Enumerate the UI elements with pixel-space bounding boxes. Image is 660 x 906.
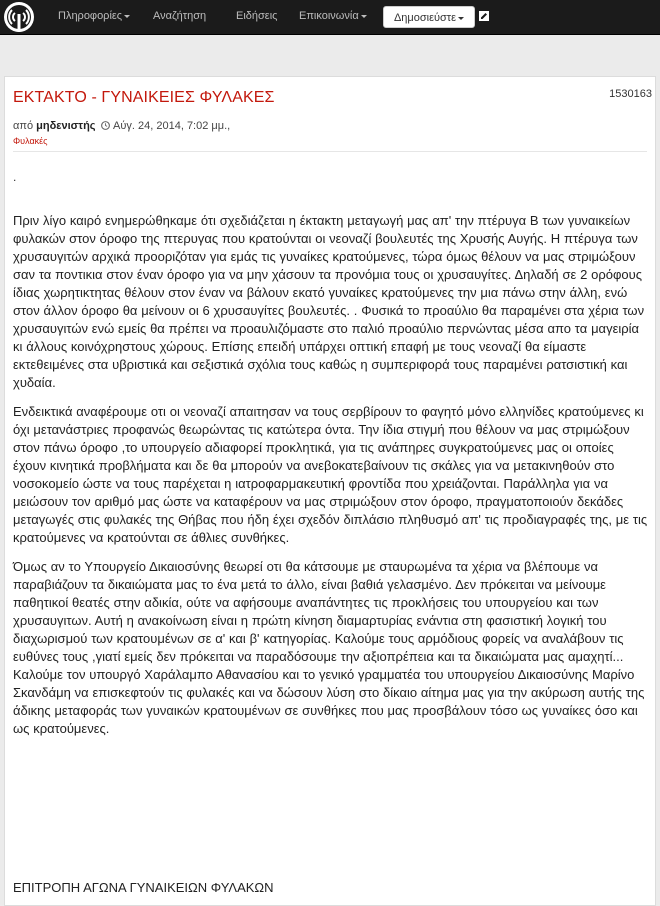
nav-item-label: Αναζήτηση [153, 10, 207, 22]
nav-item-search[interactable] [153, 0, 206, 34]
article-meta [13, 120, 230, 132]
category-link[interactable]: Φυλακές [13, 136, 48, 146]
post-id: 1530163 [609, 88, 652, 100]
lead-dot: . [13, 170, 17, 184]
paragraph: Όμως αν το Υπουργείο Δικαιοσύνης θεωρεί οτι θα κάτσουμε με σταυρωμένα τα χέρια να βλέπουμε να παραβιάζουν τα δικαιώματα μας το ένα μετά το άλλο, είναι βαθιά γελασμένο. Δεν πρόκειται να μείνουμε παθητικοί θεατές στην αδικία, ούτε να αφήσουμε αναπάντητες τις προκλήσεις του υπουργείου και των χρυσαυγιτων. Αυτή η ανακοίνωση είναι η πρώτη κίνηση διαμαρτυρίας ενάντια στη φασιστική λογική του διαχωρισμού των κρατουμένων σε α' και β' κατηγορίας. Καλούμε τους αρμόδιους φορείς να αναλάβουν τις ευθύνες τους ,γιατί εμείς δεν πρόκειται να παραδόσουμε την αξιοπρέπεια και τα δικαιώματα μας αμαχητί... Καλούμε τον υπουργό Χαράλαμπο Αθανασίου και το γενικό γραμματέα του υπουργείου Δικαιοσύνης Μαρίνο Σκανδάμη να επισκεφτούν τις φυλακές και να δώσουν λύση στο δίκαιο αίτημα μας για την ακύρωση αυτής της άδικης μεταφοράς των γυναικών κρατουμένων σε συνθήκες που μας προσβάλουν τόσο ως γυναίκες όσο και ως κρατούμενες. [13, 559, 645, 736]
author-link[interactable]: μηδενιστής [36, 120, 96, 132]
nav-item-label: Ειδήσεις [236, 10, 278, 22]
article-body [13, 212, 649, 749]
nav-item-news[interactable] [236, 0, 277, 34]
clock-icon [101, 121, 110, 130]
post-date: Αύγ. 24, 2014, 7:02 μμ., [113, 120, 231, 132]
nav-item-contact[interactable] [299, 0, 367, 34]
divider [13, 151, 647, 152]
publish-button[interactable] [383, 6, 475, 28]
pencil-edit-icon[interactable] [479, 11, 489, 21]
nav-item-info[interactable] [58, 0, 130, 34]
by-label: από [13, 120, 34, 132]
article-signature: ΕΠΙΤΡΟΠΗ ΑΓΩΝΑ ΓΥΝΑΙΚΕΙΩΝ ΦΥΛΑΚΩΝ [13, 880, 274, 895]
chevron-down-icon [124, 15, 130, 18]
article-title[interactable]: ΕΚΤΑΚΤΟ - ΓΥΝΑΙΚΕΙΕΣ ΦΥΛΑΚΕΣ [13, 89, 275, 106]
nav-item-label: Πληροφορίες [58, 10, 123, 22]
paragraph: Ενδεικτικά αναφέρουμε οτι οι νεοναζί απαιτησαν να τους σερβίρουν το φαγητό μόνο ελληνίδες κρατούμενες κι όχι μετανάστριες προφανώς θεωρώντας τις κατώτερα όντα. Την ίδια στιγμή που θέλουν να μας στριμώξουν στον πάνω όροφο ,το υπουργείο αδιαφορεί προκλητικά, για τις ανάπηρες συγκρατούμενες μας οι οποίες έχουν κινητικά προβλήματα και δε θα μπορούν να ανεβοκατεβαίνουν τις σκάλες για να μετακινηθούν στο νοσοκομείο ώστε να τους παρέχεται η ιατροφαρμακευτική φροντίδα που χρειάζονται. Παράλληλα για να μειώσουν τον αριθμό μας ώστε να καταφέρουν να μας στριμώξουν στον όροφο, πραγματοποιούν δεκάδες μεταγωγές στις φυλακές της Θήβας που ήδη έχει σχεδόν διπλάσιο πληθυσμό απ' τις προδιαγραφές της, με τις κρατούμενες να κρατούνται σε άθλιες συνθήκες. [13, 404, 648, 545]
broadcast-antenna-icon[interactable] [2, 0, 42, 34]
nav-item-label: Επικοινωνία [299, 10, 359, 22]
publish-button-label: Δημοσιεύστε [393, 12, 457, 24]
top-navbar [0, 0, 660, 35]
article-card [4, 76, 656, 906]
chevron-down-icon [458, 17, 464, 20]
paragraph: Πριν λίγο καιρό ενημερώθηκαμε ότι σχεδιάζεται η έκτακτη μεταγωγή μας απ' την πτέρυγα Β των γυναικείων φυλακών στον όροφο της πτερυγας που κρατούνται οι νεοναζί βουλευτές της Χρυσής Αυγής. Η πτέρυγα των χρυσαυγιτών αρχικά προοριζόταν για εμάς τις γυναίκες κρατούμενες, τώρα όμως θέλουν να μας στριμώξουν σαν τα ποντικια στον έναν όροφο για να μην χάσουν τα προνόμια τους οι χρυσαυγίτες. Δηλαδή σε 2 ορόφους ίδιας χωρητικτητας θέλουν στον έναν να βάλουν εκατό γυναίκες κρατούμενες την μια πάνω στην άλλη, ενώ στον άλλον όροφο θα μείνουν οι 6 χρυσαυγίτες βουλευτές. . Φυσικά το προαύλιο θα παραμένει στα χέρια των χρυσαυγιτών ενώ εμείς θα πρέπει να προαυλιζόμαστε στο παλιό προαύλιο περνώντας μέσα απο τα μαγειρία κι άλλους κοινόχρηστους χώρους. Επίσης επειδή υπάρχει οπτική επαφή με τους νεοναζί θα είμαστε εκτεθειμένες στα υβριστικά και σεξιστικά σχόλια τους καθώς η συμπεριφορά τους παραμένει ρατσιστική και χυδαία. [13, 213, 645, 390]
chevron-down-icon [361, 15, 367, 18]
